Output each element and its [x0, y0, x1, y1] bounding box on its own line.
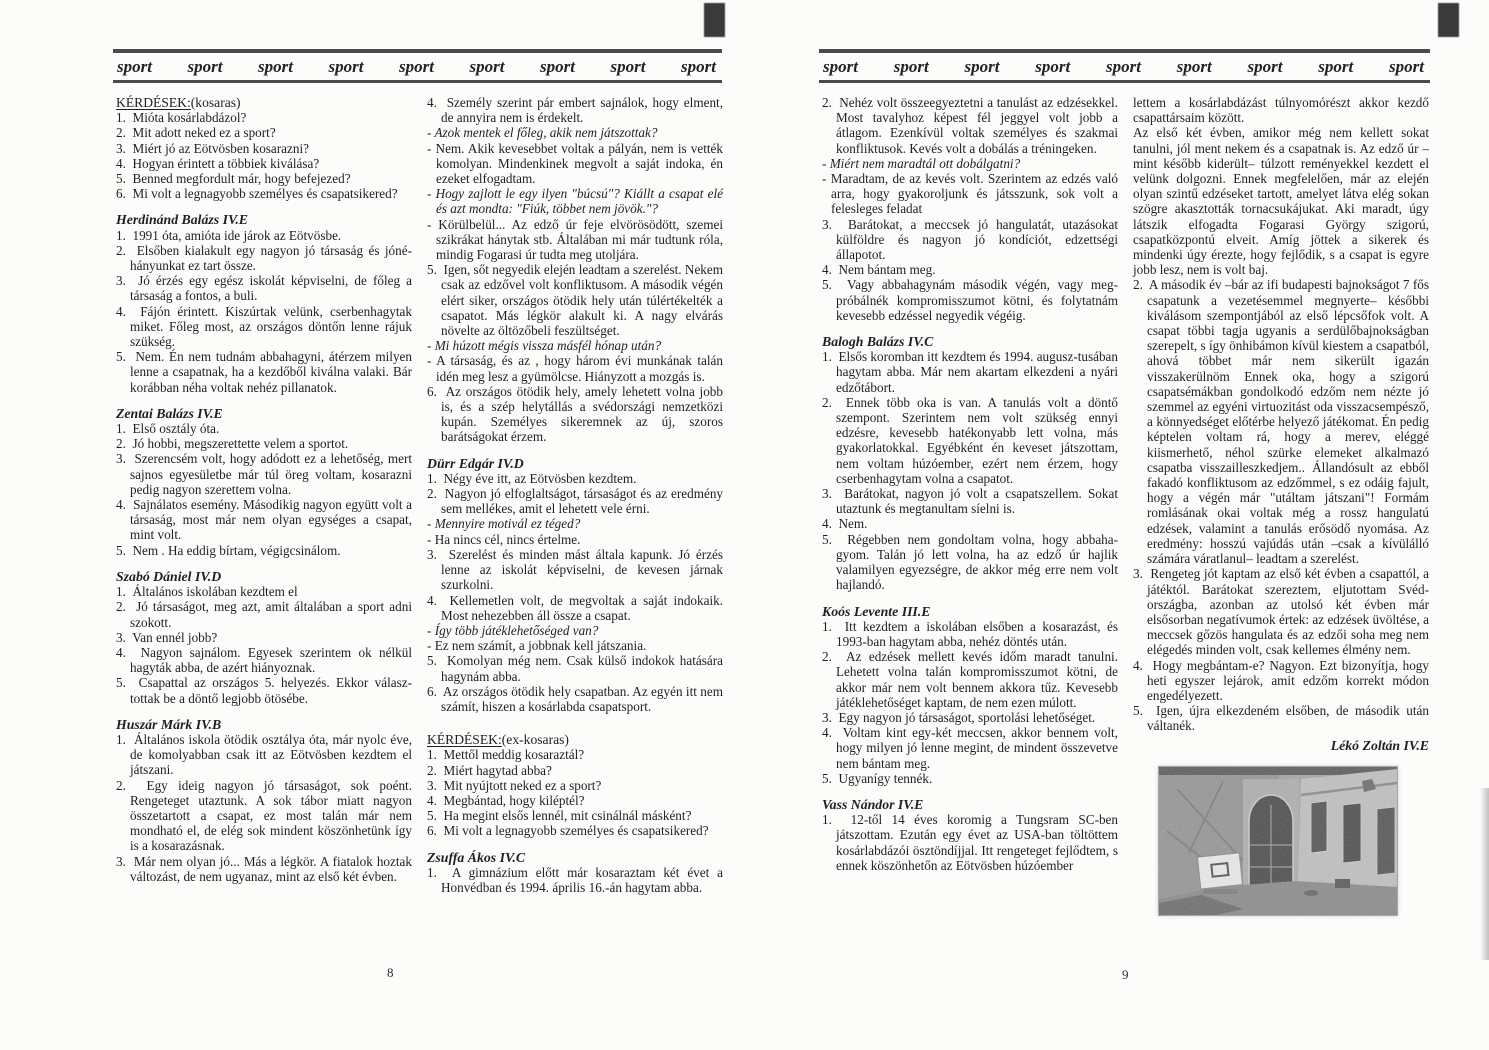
sport-header-word: sport	[1106, 57, 1141, 76]
answer-item: 3. Barátokat, a meccsek jó hangulatát, utazásokat külföldre és nagyon jó kondíciót, edzettségi állapotot.	[822, 216, 1118, 263]
answer-item: 4. Voltam kint egy-két meccsen, akkor bennem volt, hogy milyen jó lenne megint, de mindent összevetve nem bántam meg.	[822, 725, 1118, 771]
page9-column-1	[822, 95, 1118, 873]
interviewee-name: Zentai Balázs IV.E	[116, 405, 223, 421]
sport-header-word: sport	[399, 57, 434, 76]
answer-line: - Maradtam, de az kevés volt. Szerintem az edzés való arra, hogy gyakoroljunk és játsszunk, sok volt a felesleges feladat	[822, 171, 1118, 217]
page9-header-band	[819, 49, 1430, 83]
answer-item: 3. Jó érzés egy egész iskolát képviselni, de főleg a társaság a fontos, a buli.	[116, 273, 413, 304]
answer-item: 4. Megbántad, hogy kiléptél?	[427, 792, 585, 808]
paragraph: Az első két évben, amikor még nem kellett sokat tanulni, jól ment nekem és a csapatnak is. Az edző úr –mint később kiderült– túlzott reményekkel kezdett el velünk dolgozni. Ennek megfelelően, már az elején olyan szintű edzéseket tartott, amelyet látva elég sokan szögre akasztották tornacsukájukat. Aki maradt, úgy látszik elfogadta Fogarasi György szigorú, csapatközpontú elveit. Amíg jöttek a sikerek és mindenki úgy érezte, hogy fejlődik, s a csapat is egyre jobb lesz, nem is volt baj.	[1133, 125, 1429, 278]
sport-header-word: sport	[681, 57, 716, 76]
answer-item: 5. Vagy abbahagynám második végén, vagy meg-próbálnék kompromisszumot kötni, és folytatnám kevesebb edzéssel negyedik végéig.	[822, 277, 1118, 323]
sport-header-word: sport	[328, 57, 364, 76]
answer-item: 1. Általános iskola ötödik osztálya óta, már nyolc éve, de komolyabban csak itt az Eötvösben kezdtem el játszani.	[116, 731, 412, 778]
page-number-9: 9	[1122, 967, 1129, 982]
answer-item: 5. Régebben nem gondoltam volna, hogy abbaha-gyom. Talán jó lett volna, ha az edző úr hajlik valamilyen egyezségre, de akkor még erre nem volt hajlandó.	[822, 531, 1119, 593]
sport-header-word: sport	[1035, 57, 1071, 76]
questions-heading: KÉRDÉSEK:(kosaras)	[116, 95, 241, 110]
page8-header-band	[113, 49, 722, 83]
answer-item: 2. Ennek több oka is van. A tanulás volt a döntő szempont. Szerintem nem volt szükség ennyi edzésre, kevesebb hatékonyabb lett volna, más gyakorlatokkal. Egyébként én keveset játszottam, nem voltam húzóember, ezért nem érzem, hogy cserbenhagytam volna a csapatot.	[822, 394, 1119, 486]
answer-item: 3. Szerelést és minden mást általa kapunk. Jó érzés lenne az iskolát képviselni, de kevesen járnak szurkolni.	[427, 546, 723, 593]
interviewee-name: Vass Nándor IV.E	[822, 796, 924, 812]
answer-item: 3. Miért jó az Eötvösben kosarazni?	[116, 140, 309, 156]
answer-item: 5. Igen, sőt negyedik elején leadtam a szerelést. Nekem csak az edzővel volt konfliktusom. A második végén elért siker, országos ötödik hely után túlértékelték a csapatot. Más légkör alakult ki. A nagy elvárás növelte az öltözőbeli feszültséget.	[427, 262, 723, 339]
sport-header-word: sport	[1389, 57, 1424, 76]
interviewee-name: Huszár Márk IV.B	[116, 716, 222, 732]
answer-item: 6. Az országos ötödik hely csapatban. Az egyén itt nem számít, hiszen a kosárlabda csapatsport.	[427, 683, 723, 714]
answer-item: 2. Az edzések mellett kevés időm maradt tanulni. Lehetett volna talán kompromisszumot kötni, de akkor már nem volt bennem akkora tűz. Kevesebb játéklehetőséget kaptam, de nem ezen múlott.	[822, 649, 1118, 710]
answer-item: 5. Nem. Én nem tudnám abbahagyni, átérzem milyen lenne a csapatnak, ha a kezdőből kiválna valaki. Bár korábban néha voltak nehéz pillanatok.	[116, 349, 413, 395]
questions-heading: KÉRDÉSEK:(ex-kosaras)	[427, 732, 569, 748]
answer-item: 1. Itt kezdtem a iskolában elsőben a kosarazást, és 1993-ban hagytam abba, nehéz döntés után.	[822, 618, 1119, 649]
answer-item: 2. Nehéz volt összeegyeztetni a tanulást az edzésekkel. Most tavalyhoz képest fél jeggyel volt jobb a átlagom. Ezenkívül voltak személyes és szakmai konfliktusok. Kevés volt a dobálás a tréningeken.	[822, 95, 1118, 156]
answer-item: 1. Négy éve itt, az Eötvösben kezdtem.	[427, 470, 637, 486]
answer-item: 3. Már nem olyan jó... Más a légkör. A fiatalok hoztak változást, de nem ugyanaz, mint az első két évben.	[116, 853, 412, 884]
sport-header-word: sport	[117, 57, 152, 76]
page9-column-2	[1133, 95, 1429, 916]
answer-item: 1. Mióta kosárlabdázol?	[116, 110, 247, 126]
answer-item: 6. Az országos ötödik hely, amely lehetett volna jobb is, és a szép helytállás a svédországi nemzetközi kupán. Személyes sikeremnek az új, szoros barátságokat érzem.	[427, 383, 723, 445]
answer-item: 3. Egy nagyon jó társaságot, sportolási lehetőséget.	[822, 709, 1096, 725]
interviewee-name: Dürr Edgár IV.D	[427, 455, 524, 471]
answer-item: 1. Elsős koromban itt kezdtem és 1994. augusz-tusában hagytam abba. Már nem akartam elkezdeni a nyári edzőtábort.	[822, 349, 1118, 395]
answer-item: 2. A második év –bár az ifi budapesti bajnokságot 7 fős csapatunk a vezetésemmel megnyerte– későbbi kiválásom szempontjából az első lépcsőfok volt. A csapat többi tagja ugyanis a serdülőbajnokságban szerepelt, s így önhibámon kívül kiestem a csapatból, ahová többet már nem sikerült igazán visszakerülnöm Ennek oka, hogy a szigorú csapatsémákban gondolkodó edzőm nem nézte jó szemmel az egyéni virtuozitást oda visszacsempésző, a könnyedséget előtérbe helyező játékomat. Én pedig képtelen voltam rá, hogy a merev, eléggé kiismerhető, néhol szürke elemeket alkalmazó csapatba visszailleszkedjem.. Állandósult az ebből fakadó konfliktusom az edzőmmel, s ez odáig fajult, hogy a végén már "utáltam játszani"! Formám romlásának okai voltak még a rossz hangulatú edzések, valamint a tanulás erősödő nyomása. Az eredmény: hosszú vajúdás után –csak a kívülálló számára váratlanul– leadtam a szerelést.	[1133, 277, 1429, 567]
sport-header-word: sport	[187, 57, 223, 76]
answer-item: 3. Barátokat, nagyon jó volt a csapatszellem. Sokat utaztunk és megtanultam síelni is.	[822, 486, 1118, 517]
answer-item: 4. Nagyon sajnálom. Egyesek szerintem ok nélkül hagyták abba, de azért hiányoznak.	[116, 644, 413, 676]
interviewee-name: Herdinánd Balázs IV.E	[116, 212, 249, 228]
interviewer-question: - Azok mentek el főleg, akik nem játszottak?	[427, 125, 658, 141]
answer-item: 6. Mi volt a legnagyobb személyes és csapatsikered?	[427, 823, 709, 839]
interviewee-name: Balogh Balázs IV.C	[822, 334, 934, 350]
answer-item: 5. Komolyan még nem. Csak külső indokok hatására hagynám abba.	[427, 653, 723, 684]
scan-edge-smudge	[1480, 788, 1489, 960]
answer-item: 2. Miért hagytad abba?	[427, 762, 552, 778]
answer-item: 1. Mettől meddig kosaraztál?	[427, 747, 585, 763]
answer-item: 5. Ha megint elsős lennél, mit csinálnál másként?	[427, 808, 692, 824]
sport-header-word: sport	[610, 57, 646, 76]
sport-word-row	[113, 53, 722, 80]
page-number-8: 8	[387, 965, 394, 980]
sport-header-word: sport	[258, 57, 293, 76]
answer-item: 5. Nem . Ha eddig bírtam, végigcsinálom.	[116, 542, 341, 558]
answer-item: 1. 1991 óta, amióta ide járok az Eötvösbe.	[116, 227, 342, 243]
sport-header-word: sport	[469, 57, 505, 76]
answer-item: 1. A gimnázium előtt már kosaraztam két évet a Honvédban és 1994. április 16.-án hagytam abba.	[427, 864, 723, 895]
sport-header-word: sport	[1318, 57, 1354, 76]
courtyard-photo	[1158, 766, 1398, 916]
interviewer-question: - Hogy zajlott le egy ilyen "búcsú"? Kiállt a csapat elé és azt mondta: "Fiúk, többet nem jövök."?	[427, 186, 723, 217]
sport-header-word: sport	[1247, 57, 1283, 76]
sport-word-row	[819, 53, 1430, 80]
page8-column-2	[427, 95, 723, 895]
answer-item: 3. Szerencsém volt, hogy adódott ez a lehetőség, mert sajnos egyesületbe már túl öreg voltam, kosarazni pedig nagyon szerettem volna.	[116, 451, 413, 497]
interviewer-question: - Így több játéklehetőséged van?	[427, 622, 599, 638]
answer-item: 3. Van ennél jobb?	[116, 629, 218, 645]
photo-image	[1159, 767, 1397, 915]
sport-header-word: sport	[893, 57, 929, 76]
answer-item: 5. Csapattal az országos 5. helyezés. Ekkor válasz-tottak be a döntő legjobb ötösébe.	[116, 675, 413, 706]
answer-item: 4. Személy szerint pár embert sajnálok, hogy elment, de annyira nem is érdekelt.	[427, 95, 723, 126]
answer-item: 1. 12-től 14 éves koromig a Tungsram SC-ben játszottam. Ezután egy évet az USA-ban töltöttem kosárlabdázói ösztöndíjjal. Itt rengeteget fejlődtem, s ennek köszönhetőn az Eötvösben húzóember	[822, 812, 1118, 873]
sport-header-word: sport	[823, 57, 858, 76]
answer-item: 3. Mit nyújtott neked ez a sport?	[427, 777, 602, 793]
answer-item: 5. Igen, újra elkezdeném elsőben, de második után váltanék.	[1133, 703, 1429, 734]
scan-artifact-tab	[1438, 3, 1459, 37]
sport-header-word: sport	[1176, 57, 1212, 76]
answer-line: - Ez nem számít, a jobbnak kell játszania.	[427, 638, 647, 654]
answer-line: - Ha nincs cél, nincs értelme.	[427, 531, 581, 547]
interviewee-name: Zsuffa Ákos IV.C	[427, 849, 526, 865]
answer-item: 4. Hogy megbántam-e? Nagyon. Ezt bizonyítja, hogy heti egyszer lejárok, amit edzőm korrekt módon engedélyezett.	[1133, 657, 1429, 703]
answer-item: 4. Sajnálatos esemény. Másodikig nagyon együtt volt a társaság, most már nem olyan egységes a csapat, mint volt.	[116, 497, 412, 543]
answer-line: - Körülbelül... Az edző úr feje elvörösödött, szemei szikrákat hánytak stb. Általában mi már tudtunk róla, mindig Fogarasi úr tudta meg utoljára.	[427, 216, 723, 263]
interviewee-name: Koós Levente III.E	[822, 603, 931, 619]
answer-item: 2. Elsőben kialakult egy nagyon jó társaság és jóné-hányunkat ez tart össze.	[116, 242, 412, 274]
answer-item: 1. Általános iskolában kezdtem el	[116, 584, 298, 600]
answer-item: 2. Nagyon jó elfoglaltságot, társaságot és az eredmény sem mellékes, amit el lehetett vele érni.	[427, 486, 724, 517]
page8-column-1	[116, 95, 412, 884]
answer-item: 4. Hogyan érintett a többiek kiválása?	[116, 155, 320, 171]
answer-item: 3. Rengeteg jót kaptam az első két évben a csapattól, a játéktól. Barátokat szereztem, eljutottam Svéd-országba, azonban az utolsó két évben már elsősorban negatívumok értek: az edzések üvöltése, a meccsek gőzös hangulata és az edzői soha meg nem elégedés minden volt, csak kellemes élmény nem.	[1133, 566, 1429, 658]
answer-line: - Nem. Akik kevesebbet voltak a pályán, nem is vették komolyan. Mindenkinek megvolt a saját indoka, én ezeket elfogadtam.	[427, 140, 723, 187]
interviewer-question: - Miért nem maradtál ott dobálgatni?	[822, 155, 1021, 171]
paragraph: lettem a kosárlabdázást túlnyomórészt akkor kezdő csapattársaim között.	[1133, 95, 1429, 126]
scan-artifact-tab	[704, 3, 725, 37]
answer-item: 2. Egy ideig nagyon jó társaságot, sok poént. Rengeteget utaztunk. A sok tábor miatt nagyon összetartott a csapat, ez most talán már nem mondható el, de elég sok mindent köszönhetünk így is a kosarazásnak.	[116, 777, 413, 854]
interviewer-question: - Mi húzott mégis vissza másfél hónap után?	[427, 338, 662, 354]
answer-item: 4. Fájón érintett. Kiszúrtak velünk, cserbenhagytak miket. Főleg most, az országos döntőn lenne rájuk szükség.	[116, 303, 412, 350]
answer-item: 6. Mi volt a legnagyobb személyes és csapatsikered?	[116, 186, 398, 202]
answer-item: 4. Nem.	[822, 516, 868, 532]
answer-line: - A társaság, és az , hogy három évi munkának talán idén meg lesz a gyümölcse. Hiányzott a mozgás is.	[427, 353, 723, 384]
answer-item: 2. Jó társaságot, meg azt, amit általában a sport adni szokott.	[116, 599, 412, 630]
answer-item: 1. Első osztály óta.	[116, 421, 220, 437]
answer-item: 4. Kellemetlen volt, de megvoltak a saját indokaik. Most nehezebben áll össze a csapat.	[427, 592, 724, 623]
answer-item: 4. Nem bántam meg.	[822, 262, 936, 278]
answer-item: 2. Jó hobbi, megszerettette velem a sportot.	[116, 436, 349, 452]
answer-item: 2. Mit adott neked ez a sport?	[116, 125, 276, 141]
sport-header-word: sport	[964, 57, 1000, 76]
sport-header-word: sport	[540, 57, 575, 76]
answer-item: 5. Benned megfordult már, hogy befejezed?	[116, 171, 351, 187]
answer-item: 5. Ugyanígy tennék.	[822, 770, 933, 786]
interviewer-question: - Mennyire motivál ez téged?	[427, 516, 581, 532]
signature: Lékó Zoltán IV.E	[1330, 737, 1429, 753]
interviewee-name: Szabó Dániel IV.D	[116, 568, 222, 584]
